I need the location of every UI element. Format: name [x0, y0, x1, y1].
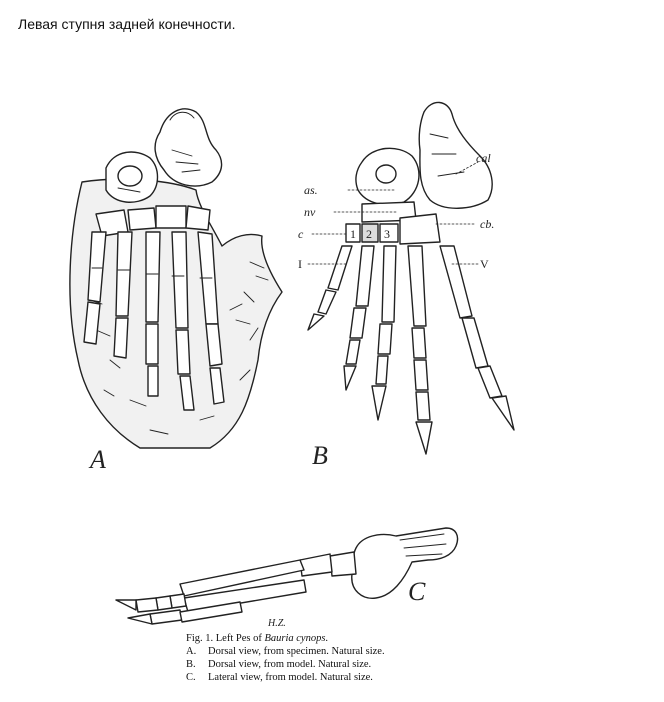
- label-cal: cal: [476, 151, 491, 165]
- caption-item-b: B. Dorsal view, from model. Natural size.: [186, 659, 372, 670]
- panel-letter-c: C: [408, 577, 426, 606]
- caption-title: Fig. 1. Left Pes of Bauria cynops.: [186, 633, 329, 644]
- caption-item-a: A. Dorsal view, from specimen. Natural size.: [186, 646, 385, 657]
- label-nv: nv: [304, 205, 316, 219]
- label-tarsal-2: 2: [366, 227, 372, 241]
- panel-letter-a: A: [90, 445, 106, 474]
- panel-letter-b: B: [312, 441, 328, 470]
- label-c: c: [298, 227, 304, 241]
- label-as: as.: [304, 183, 318, 197]
- page-heading: Левая ступня задней конечности.: [18, 16, 236, 32]
- label-cb: cb.: [480, 217, 495, 231]
- label-digit-v: V: [480, 257, 489, 271]
- caption-item-c: C. Lateral view, from model. Natural size.: [186, 672, 373, 683]
- label-digit-i: I: [298, 257, 302, 271]
- panel-a-specimen: [70, 109, 282, 448]
- label-tarsal-3: 3: [384, 227, 390, 241]
- panel-c-lateral: [116, 528, 458, 624]
- label-tarsal-1: 1: [350, 227, 356, 241]
- figure-caption: [186, 632, 385, 684]
- illustrator-signature: H.Z.: [268, 618, 286, 629]
